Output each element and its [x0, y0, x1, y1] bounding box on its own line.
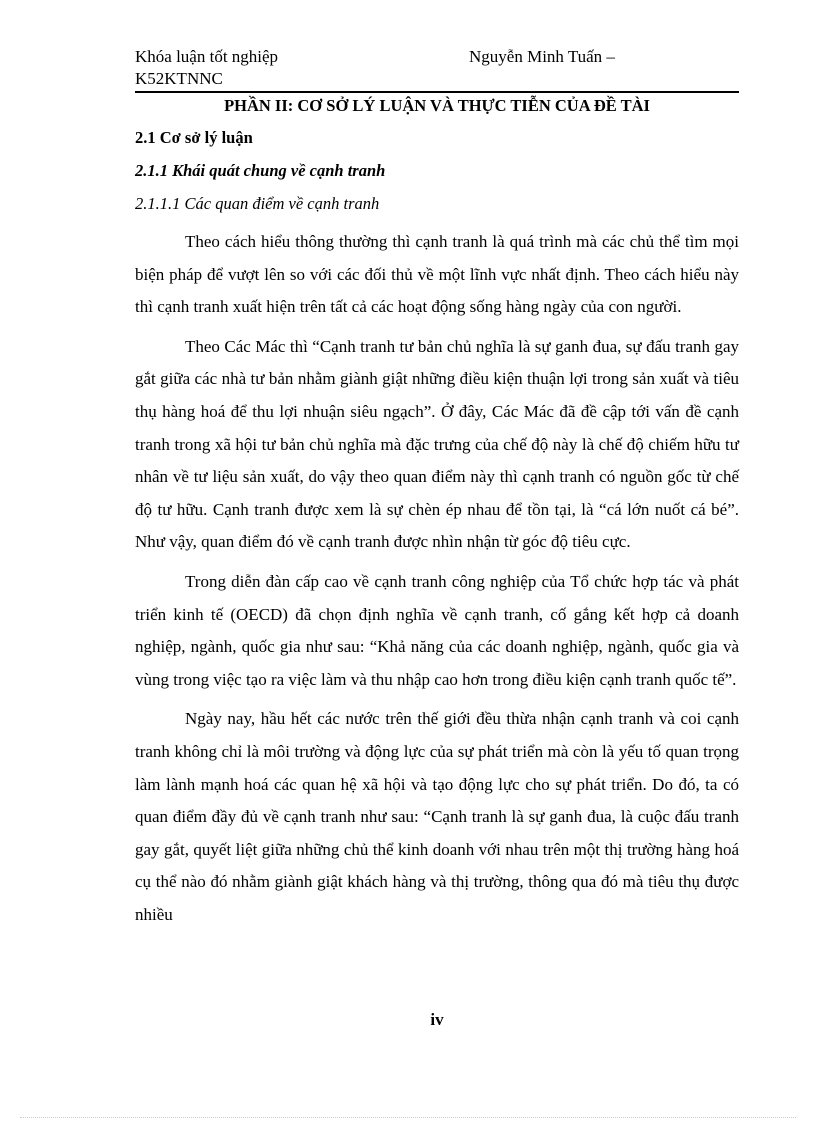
paragraph: Theo Các Mác thì “Cạnh tranh tư bản chủ nghĩa là sự ganh đua, sự đấu tranh gay gắt giữa các nhà tư bản nhằm giành giật những điều kiện thuận lợi trong sản xuất và tiêu thụ hàng hoá để thu lợi nhuận siêu ngạch”. Ở đây, Các Mác đã đề cập tới vấn đề cạnh tranh trong xã hội tư bản chủ nghĩa mà đặc trưng của chế độ này là chế độ chiếm hữu tư nhân về tư liệu sản xuất, do vậy theo quan điểm này thì cạnh tranh có nguồn gốc từ chế độ tư hữu. Cạnh tranh được xem là sự chèn ép nhau để tồn tại, là “cá lớn nuốt cá bé”. Như vậy, quan điểm đó về cạnh tranh được nhìn nhận từ góc độ tiêu cực.: [135, 336, 739, 552]
section-heading-2-1-1-1: 2.1.1.1 Các quan điểm về cạnh tranh: [135, 194, 380, 213]
section-heading-2-1: 2.1 Cơ sở lý luận: [135, 128, 253, 147]
paragraph: Trong diễn đàn cấp cao về cạnh tranh công nghiệp của Tổ chức hợp tác và phát triển kinh tế (OECD) đã chọn định nghĩa về cạnh tranh, cố gắng kết hợp cả doanh nghiệp, ngành, quốc gia như sau: “Khả năng của các doanh nghiệp, ngành, quốc gia và vùng trong việc tạo ra việc làm và thu nhập cao hơn trong điều kiện cạnh tranh quốc tế”.: [135, 571, 739, 689]
section-heading-2-1-1: 2.1.1 Khái quát chung về cạnh tranh: [135, 161, 386, 180]
page-number: iv: [430, 1010, 444, 1029]
part-title: PHẦN II: CƠ SỞ LÝ LUẬN VÀ THỰC TIỄN CỦA ĐỀ TÀI: [224, 96, 650, 115]
paragraph: Ngày nay, hầu hết các nước trên thế giới đều thừa nhận cạnh tranh và coi cạnh tranh không chỉ là môi trường và động lực của sự phát triển mà còn là yếu tố quan trọng làm lành mạnh hoá các quan hệ xã hội và tạo động lực cho sự phát triển. Do đó, ta có quan điểm đầy đủ về cạnh tranh như sau: “Cạnh tranh là sự ganh đua, là cuộc đấu tranh gay gắt, quyết liệt giữa những chủ thể kinh doanh với nhau trên một thị trường hàng hoá cụ thể nào đó nhằm giành giật khách hàng và thị trường, thông qua đó mà tiêu thụ được nhiều: [135, 709, 739, 924]
header-author: Nguyễn Minh Tuấn –: [469, 47, 615, 66]
page-edge-divider: [20, 1117, 796, 1118]
body-text: [135, 226, 739, 938]
header-thesis-label: Khóa luận tốt nghiệp: [135, 47, 279, 66]
paragraph: Theo cách hiểu thông thường thì cạnh tranh là quá trình mà các chủ thể tìm mọi biện pháp để vượt lên so với các đối thủ về một lĩnh vực nhất định. Theo cách hiểu này thì cạnh tranh xuất hiện trên tất cả các hoạt động sống hàng ngày của con người.: [135, 232, 739, 317]
page-header: [135, 46, 739, 93]
header-class-code: K52KTNNC: [135, 69, 223, 88]
